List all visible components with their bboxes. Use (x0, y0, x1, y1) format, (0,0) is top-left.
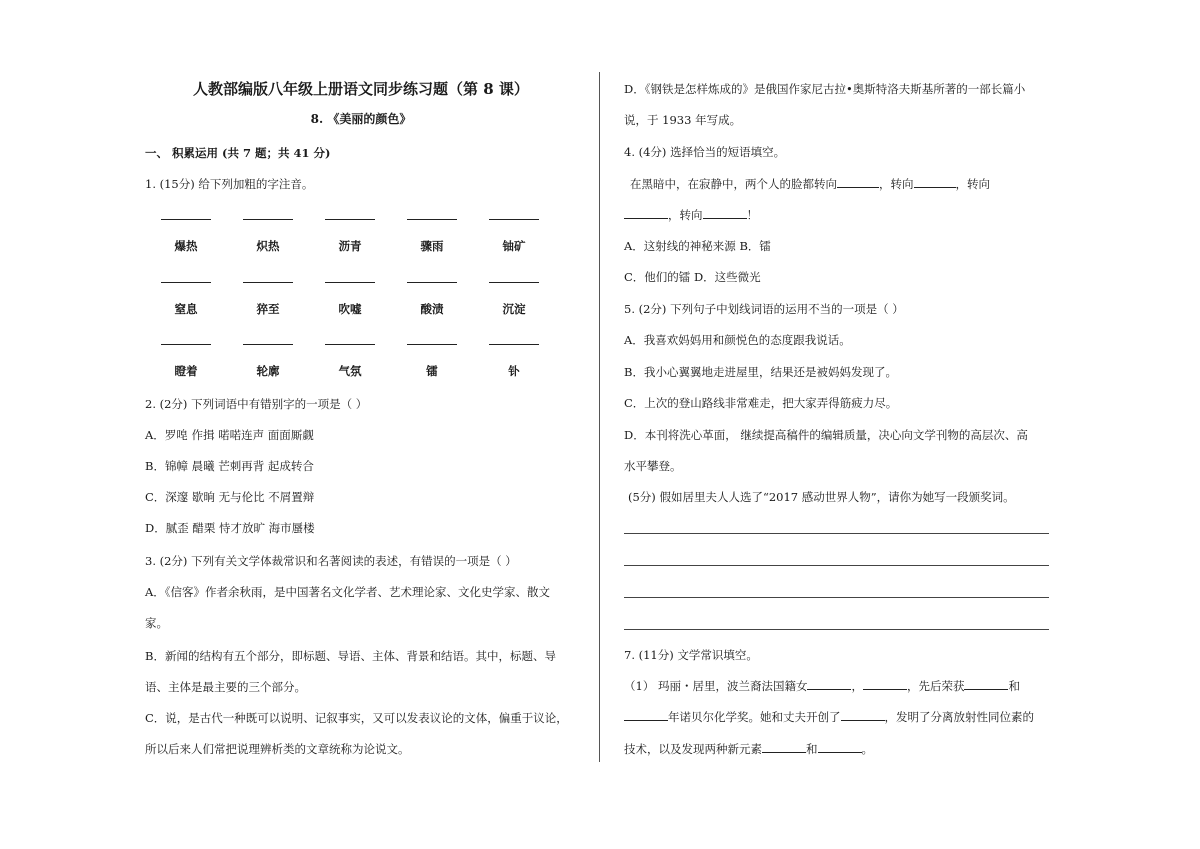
q1-stem: 1. (15分) 给下列加粗的字注音。 (145, 177, 314, 191)
fill-blank[interactable] (841, 709, 885, 721)
fill-blank[interactable] (818, 741, 862, 753)
pinyin-cell[interactable]: 窒息 (161, 271, 211, 317)
pinyin-cell[interactable]: 爆热 (161, 208, 211, 254)
q7-line3: 技术，以及发现两种新元素 和 。 (624, 742, 873, 756)
fill-blank[interactable] (624, 709, 668, 721)
q3-option-c-cont: 所以后来人们常把说理辨析类的文章统称为论说文。 (145, 742, 410, 756)
q5-option-a: A．我喜欢妈妈用和颜悦色的态度跟我说话。 (624, 333, 851, 347)
q2-option-b: B．锦幛 晨曦 芒刺再背 起成转合 (145, 459, 314, 473)
q7-line1: （1） 玛丽・居里，波兰裔法国籍女 ， ，先后荣获 和 (624, 679, 1020, 693)
answer-line[interactable] (624, 597, 1049, 598)
q5-option-c: C．上次的登山路线非常难走，把大家弄得筋疲力尽。 (624, 396, 898, 410)
q2-option-d: D．腻歪 醋栗 恃才放旷 海市蜃楼 (145, 521, 315, 535)
section-heading: 一、 积累运用 (共 7 题；共 41 分) (145, 146, 331, 160)
pinyin-cell[interactable]: 瞪着 (161, 333, 211, 379)
pinyin-cell[interactable]: 猝至 (243, 271, 293, 317)
answer-line[interactable] (624, 629, 1049, 630)
q5-option-d: D．本刊将洗心革面， 继续提高稿件的编辑质量，决心向文学刊物的高层次、高 (624, 428, 1028, 442)
pinyin-cell[interactable]: 铀矿 (489, 208, 539, 254)
q5-stem: 5. (2分) 下列句子中划线词语的运用不当的一项是（ ） (624, 302, 904, 316)
answer-line[interactable] (624, 565, 1049, 566)
q6-stem: (5分) 假如居里夫人人选了“2017 感动世界人物”，请你为她写一段颁奖词。 (628, 490, 1015, 504)
lesson-subtitle: 8. 《美丽的颜色》 (310, 112, 412, 126)
q7-stem: 7. (11分) 文学常识填空。 (624, 648, 758, 662)
pinyin-cell[interactable]: 骤雨 (407, 208, 457, 254)
fill-blank[interactable] (807, 678, 851, 690)
column-divider (599, 72, 600, 762)
q3-option-a-cont: 家。 (145, 616, 168, 630)
q3-option-c: C．说，是古代一种既可以说明、记叙事实，又可以发表议论的文体，偏重于议论， (145, 711, 568, 725)
pinyin-cell[interactable]: 气氛 (325, 333, 375, 379)
fill-blank[interactable] (624, 207, 668, 219)
answer-line[interactable] (624, 533, 1049, 534)
q2-option-a: A．罗唣 作揖 喏喏连声 面面厮觑 (145, 428, 314, 442)
pinyin-cell[interactable]: 吹嘘 (325, 271, 375, 317)
pinyin-cell[interactable]: 酸渍 (407, 271, 457, 317)
pinyin-cell[interactable]: 炽热 (243, 208, 293, 254)
q4-options-ab: A．这射线的神秘来源 B．镭 (624, 239, 771, 253)
q5-option-d-cont: 水平攀登。 (624, 459, 682, 473)
fill-blank[interactable] (914, 176, 956, 188)
pinyin-cell[interactable]: 沥青 (325, 208, 375, 254)
fill-blank[interactable] (703, 207, 747, 219)
q4-sentence-line2: ，转向 ！ (624, 207, 758, 223)
q3-option-d: D．《钢铁是怎样炼成的》是俄国作家尼古拉•奥斯特洛夫斯基所著的一部长篇小 (624, 82, 1026, 96)
fill-blank[interactable] (964, 678, 1008, 690)
fill-blank[interactable] (762, 741, 806, 753)
fill-blank[interactable] (837, 176, 879, 188)
q7-line2: 年诺贝尔化学奖。她和丈夫开创了 ，发明了分离放射性同位素的 (624, 709, 1034, 725)
q3-stem: 3. (2分) 下列有关文学体裁常识和名著阅读的表述，有错误的一项是（ ） (145, 554, 517, 568)
page-title: 人教部编版八年级上册语文同步练习题（第 8 课） (193, 80, 529, 98)
q5-option-b: B．我小心翼翼地走进屋里，结果还是被妈妈发现了。 (624, 365, 897, 379)
q3-option-b-cont: 语、主体是最主要的三个部分。 (145, 680, 306, 694)
pinyin-cell[interactable]: 轮廓 (243, 333, 293, 379)
q3-option-d-cont: 说，于 1933 年写成。 (624, 113, 742, 127)
pinyin-cell[interactable]: 沉淀 (489, 271, 539, 317)
q3-option-a: A．《信客》作者余秋雨，是中国著名文化学者、艺术理论家、文化史学家、散文 (145, 585, 551, 599)
pinyin-cell[interactable]: 镭 (407, 333, 457, 379)
q2-stem: 2. (2分) 下列词语中有错别字的一项是（ ） (145, 397, 368, 411)
q4-sentence-line1: 在黑暗中，在寂静中，两个人的脸都转向 ，转向 ，转向 (630, 177, 990, 191)
q2-option-c: C．深邃 歇晌 无与伦比 不屑置辩 (145, 490, 315, 504)
fill-blank[interactable] (863, 678, 907, 690)
q4-options-cd: C．他们的镭 D．这些微光 (624, 270, 761, 284)
q3-option-b: B．新闻的结构有五个部分，即标题、导语、主体、背景和结语。其中，标题、导 (145, 649, 556, 663)
pinyin-cell[interactable]: 钋 (489, 333, 539, 379)
q4-stem: 4. (4分) 选择恰当的短语填空。 (624, 145, 786, 159)
